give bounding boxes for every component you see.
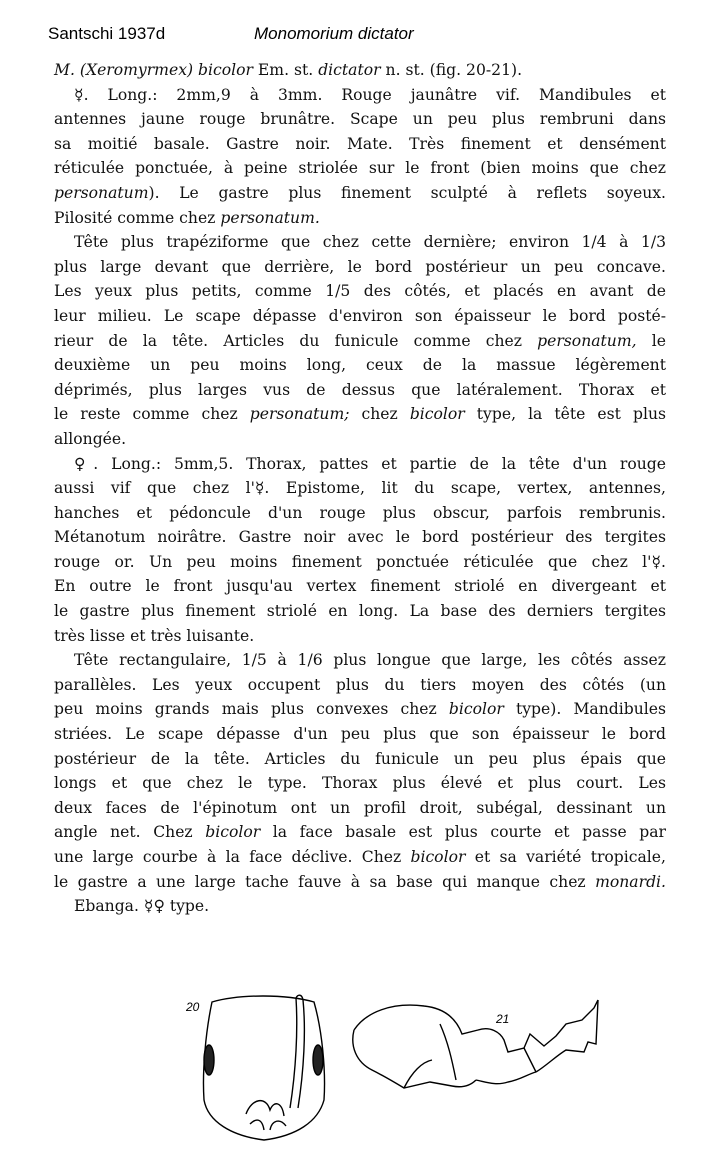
text-line — [54, 230, 666, 255]
text-line — [54, 599, 666, 624]
text-span: longs et que chez le type. Thorax plus élevé et plus court. Les — [54, 774, 666, 793]
figure-20-head-drawing — [203, 995, 324, 1140]
text-span: antennes jaune rouge brunâtre. Scape un peu plus rembruni dans — [54, 110, 666, 129]
text-line — [54, 796, 666, 821]
text-span: chez — [349, 405, 410, 424]
description-text — [54, 58, 666, 919]
text-span: postérieur de la tête. Articles du funicule un peu plus épais que — [54, 749, 666, 768]
italic-text: personatum. — [220, 208, 320, 227]
text-span: striées. Le scape dépasse d'un peu plus que son épaisseur le bord — [54, 725, 666, 744]
text-span: angle net. Chez — [54, 823, 206, 842]
text-line — [54, 402, 666, 427]
text-line — [54, 722, 666, 747]
italic-text: bicolor — [410, 848, 466, 866]
text-span: sa moitié basale. Gastre noir. Mate. Très finement et densément — [54, 134, 666, 153]
text-span: Les yeux plus petits, comme 1/5 des côtés, et placés en avant de — [54, 282, 666, 301]
text-span: leur milieu. Le scape dépasse d'environ son épaisseur le bord posté- — [54, 306, 666, 325]
text-span: la face basale est plus courte et passe par — [260, 823, 666, 842]
text-line — [54, 820, 666, 845]
text-span: n. st. (fig. 20-21). — [380, 61, 523, 79]
text-line — [54, 132, 666, 157]
text-span: type). Mandibules — [503, 700, 666, 719]
text-span: le reste comme chez — [54, 405, 250, 424]
italic-text: monardi. — [595, 872, 666, 891]
text-span: Em. st. — [252, 61, 319, 79]
text-line — [54, 58, 666, 83]
figure-20-label: 20 — [186, 1000, 200, 1014]
text-line — [54, 771, 666, 796]
text-span: peu moins grands mais plus convexes chez — [54, 700, 449, 719]
text-span: hanches et pédoncule d'un rouge plus obscur, parfois rembrunis. — [54, 503, 666, 522]
text-line — [54, 181, 666, 206]
text-line — [54, 206, 666, 231]
text-span: plus large devant que derrière, le bord postérieur un peu concave. — [54, 257, 666, 276]
text-line — [54, 894, 666, 919]
text-span: En outre le front jusqu'au vertex finement striolé en divergeant et — [54, 577, 666, 596]
italic-text: personatum — [54, 183, 149, 202]
text-line — [54, 304, 666, 329]
figure-drawings — [0, 990, 724, 1172]
text-span: le gastre plus finement striolé en long. La base des derniers tergites — [54, 602, 666, 621]
text-span: Pilosité comme chez — [54, 208, 221, 227]
text-line — [54, 870, 666, 895]
text-line — [54, 378, 666, 403]
text-span: Métanotum noirâtre. Gastre noir avec le bord postérieur des tergites — [54, 528, 666, 547]
header-citation: Santschi 1937d — [48, 24, 166, 43]
italic-text: personatum, — [537, 331, 637, 350]
italic-text: dictator — [318, 61, 381, 79]
text-span: allongée. — [54, 429, 127, 448]
text-span: ). Le gastre plus finement sculpté à reflets soyeux. — [148, 183, 666, 202]
text-line — [54, 624, 666, 649]
text-line — [54, 476, 666, 501]
figures — [0, 990, 724, 1172]
italic-text: bicolor — [205, 823, 261, 842]
text-line — [54, 550, 666, 575]
header-species: Monomorium dictator — [254, 24, 414, 43]
italic-text: bicolor — [448, 700, 504, 719]
text-line — [54, 329, 666, 354]
text-line — [54, 501, 666, 526]
text-line — [54, 648, 666, 673]
text-line — [54, 697, 666, 722]
text-span: Ebanga. ☿♀ type. — [74, 897, 210, 916]
italic-text: M. (Xeromyrmex) bicolor — [54, 61, 253, 79]
text-line — [54, 574, 666, 599]
text-line — [54, 156, 666, 181]
text-span: ☿. Long.: 2mm,9 à 3mm. Rouge jaunâtre vif. Mandibules et — [74, 85, 666, 104]
text-line — [54, 747, 666, 772]
text-span: très lisse et très luisante. — [54, 626, 255, 645]
text-span: deux faces de l'épinotum ont un profil droit, subégal, dessinant un — [54, 798, 666, 817]
text-span: deuxième un peu moins long, ceux de la massue légèrement — [54, 356, 666, 375]
text-span: ♀. Long.: 5mm,5. Thorax, pattes et partie de la tête d'un rouge — [74, 454, 666, 473]
figure-21-thorax-drawing — [353, 1000, 598, 1088]
text-span: une large courbe à la face déclive. Chez — [54, 848, 411, 866]
italic-text: personatum; — [249, 405, 350, 424]
text-span: type, la tête est plus — [464, 405, 666, 424]
text-line — [54, 427, 666, 452]
text-line — [54, 255, 666, 280]
text-span: et sa variété tropicale, — [465, 848, 666, 866]
text-span: le gastre a une large tache fauve à sa base qui manque chez — [54, 872, 596, 891]
text-line — [54, 353, 666, 378]
text-span: déprimés, plus larges vus de dessus que latéralement. Thorax et — [54, 380, 666, 399]
text-span: parallèles. Les yeux occupent plus du tiers moyen des côtés (un — [54, 675, 666, 694]
text-span: le — [636, 331, 666, 350]
italic-text: bicolor — [409, 405, 465, 424]
text-span: Tête plus trapéziforme que chez cette dernière; environ 1/4 à 1/3 — [74, 233, 666, 252]
figure-21-label: 21 — [496, 1012, 510, 1026]
text-line — [54, 673, 666, 698]
text-span: Tête rectangulaire, 1/5 à 1/6 plus longue que large, les côtés assez — [74, 651, 666, 670]
text-line — [54, 845, 666, 870]
text-line — [54, 525, 666, 550]
text-line — [54, 83, 666, 108]
text-span: aussi vif que chez l'☿. Epistome, lit du scape, vertex, antennes, — [54, 479, 666, 498]
text-line — [54, 279, 666, 304]
text-span: rouge or. Un peu moins finement ponctuée réticulée que chez l'☿. — [54, 552, 666, 571]
text-span: réticulée ponctuée, à peine striolée sur le front (bien moins que chez — [54, 159, 666, 178]
text-line — [54, 107, 666, 132]
text-span: rieur de la tête. Articles du funicule comme chez — [54, 331, 538, 350]
text-line — [54, 452, 666, 477]
